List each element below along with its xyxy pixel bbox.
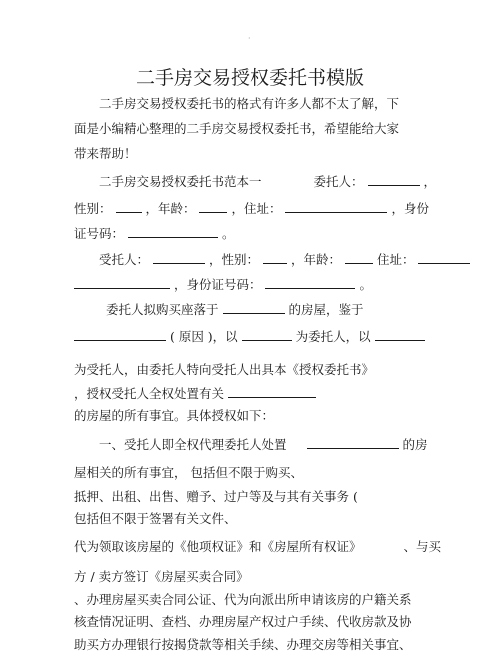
- item-1-blank: [307, 436, 399, 449]
- purchase-agent-blank: [375, 328, 425, 341]
- body-line-1: 为受托人，由委托人特向受托人出具本《授权委托书》: [74, 362, 375, 377]
- agent-id-label: ，身份证号码：: [173, 277, 262, 292]
- principal-id-label: 证号码：: [74, 226, 125, 241]
- body-line-8: 方 / 卖方签订《房屋买卖合同》: [74, 569, 249, 584]
- intro-line-3: 带来帮助！: [74, 146, 137, 161]
- agent-gender-blank: [263, 251, 287, 264]
- body-line-5: 抵押、出租、出售、赠予、过户等及与其有关事务 (: [74, 489, 358, 504]
- body-line-4: 屋相关的所有事宜， 包括但不限于购买、: [74, 465, 303, 480]
- agent-id-blank: [265, 276, 355, 289]
- purchase-principal-blank: [242, 328, 292, 341]
- agent-age-label: ，年龄：: [290, 252, 341, 267]
- principal-gender-blank: [116, 200, 142, 213]
- document-title: 二手房交易授权委托书模版: [135, 67, 364, 89]
- agent-label: 受托人：: [99, 252, 150, 267]
- agent-name-blank: [153, 251, 205, 264]
- agent-age-blank: [345, 251, 373, 264]
- body-line-11: 助买方办理银行按揭贷款等相关手续、办理交房等相关事宜、: [74, 637, 412, 652]
- principal-name-blank: [368, 173, 420, 186]
- body-text-2: ，授权受托人全权处置有关: [74, 386, 225, 401]
- body-line-6: 包括但不限于签署有关文件、: [74, 511, 237, 526]
- body-line-10: 核查情况证明、查档、办理房屋产权过户手续、代收房款及协: [74, 614, 412, 629]
- sample-heading: 二手房交易授权委托书范本一: [99, 174, 262, 189]
- agent-id-end: 。: [359, 277, 372, 292]
- item-1-text-b: 的房: [402, 437, 428, 452]
- purchase-line-1: [106, 301, 364, 318]
- principal-label: 委托人：: [313, 174, 364, 189]
- principal-gender-label: 性别：: [74, 201, 112, 216]
- intro-line-1: 二手房交易授权委托书的格式有许多人都不太了解，下: [99, 96, 400, 111]
- authorization-item-1: [99, 436, 428, 453]
- agent-gender-label: ，性别：: [208, 252, 259, 267]
- principal-address-blank: [285, 200, 387, 213]
- agent-line-2: [74, 276, 372, 293]
- principal-id-blank: [128, 225, 218, 238]
- body-line-7: [74, 539, 441, 555]
- body-line-9: 、办理房屋买卖合同公证、代为向派出所申请该房的户籍关系: [74, 592, 412, 607]
- principal-id-suffix: ，身份: [391, 201, 429, 216]
- principal-end: ，: [423, 174, 436, 189]
- purchase-reason-blank: [74, 328, 166, 341]
- purchase-location-blank: [223, 301, 285, 314]
- purchase-line-2: [74, 328, 425, 345]
- agent-address-blank-2: [74, 276, 170, 289]
- body-line-2: [74, 385, 316, 402]
- agent-address-label: 住址：: [376, 252, 415, 267]
- purchase-text-2: 的房屋，鉴于: [288, 302, 364, 317]
- principal-line-2: [74, 200, 429, 217]
- body-text-7a: 代为领取该房屋的《他项权证》和《房屋所有权证》: [74, 539, 362, 554]
- principal-id-end: 。: [221, 226, 235, 241]
- agent-address-blank: [418, 251, 470, 264]
- principal-age-blank: [199, 200, 227, 213]
- principal-line-3: [74, 225, 235, 242]
- purchase-text-3: ( 原因 )，以: [169, 329, 238, 344]
- principal-age-label: ，年龄：: [145, 201, 196, 216]
- body-property-blank: [228, 385, 316, 398]
- body-text-7b: 、与买: [403, 539, 442, 554]
- principal-address-label: ，住址：: [231, 201, 282, 216]
- item-1-text-a: 一、受托人即全权代理委托人处置: [99, 437, 287, 452]
- principal-line-1: [99, 173, 436, 190]
- purchase-text-4: 为委托人，以: [295, 329, 371, 344]
- intro-line-2: 面是小编精心整理的二手房交易授权委托书，希望能给大家: [74, 121, 400, 136]
- body-line-3: 的房屋的所有事宜。具体授权如下：: [74, 408, 275, 423]
- purchase-text-1: 委托人拟购买座落于: [106, 302, 219, 317]
- agent-line-1: [99, 251, 470, 268]
- header-dot: ·: [248, 34, 251, 43]
